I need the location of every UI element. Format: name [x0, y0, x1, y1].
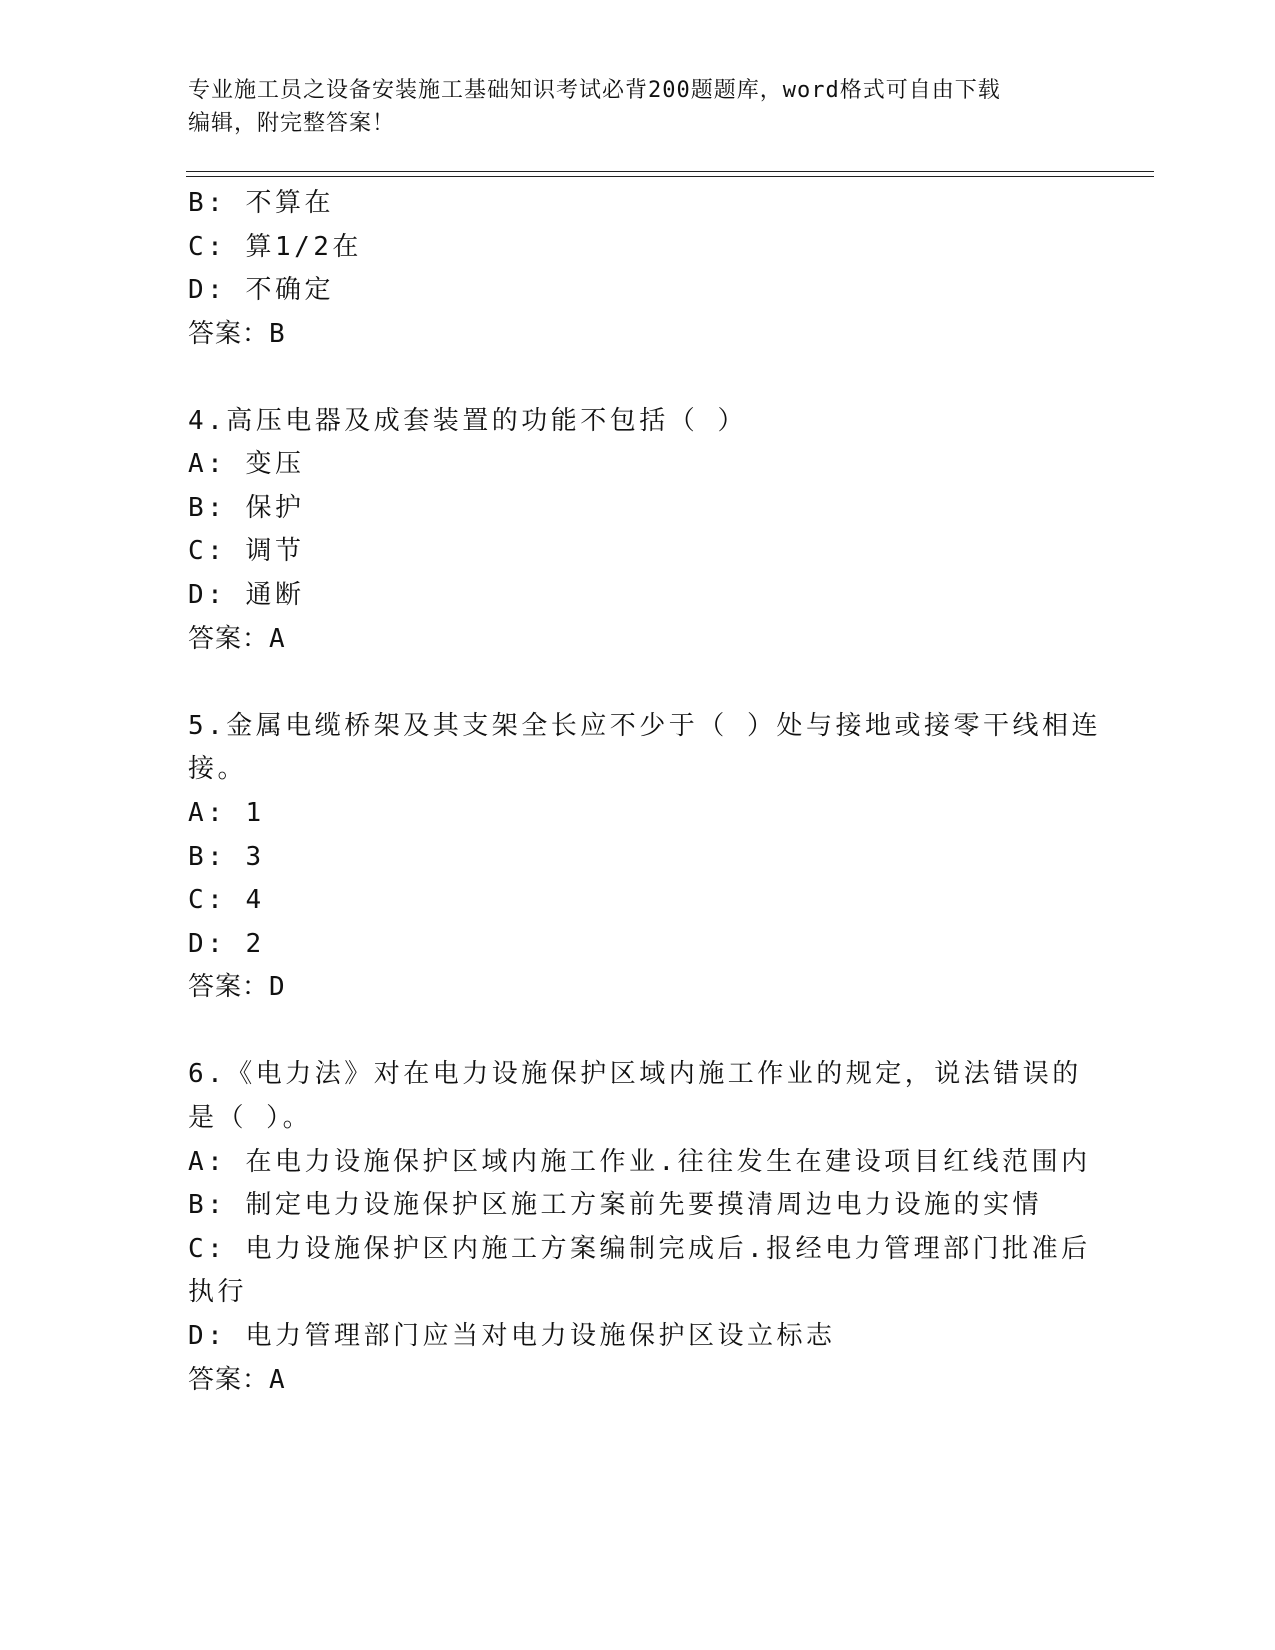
q4-stem: 4.高压电器及成套装置的功能不包括（ ）: [188, 406, 747, 436]
q4-answer: 答案：A: [188, 624, 286, 654]
q6-option-c-line2: 执行: [188, 1277, 248, 1307]
q6-answer: 答案：A: [188, 1365, 286, 1395]
q3-answer: 答案：B: [188, 319, 286, 349]
q5-option-d: D: 2: [188, 929, 265, 959]
q5-stem-line1: 5.金属电缆桥架及其支架全长应不少于（ ）处与接地或接零干线相连: [188, 711, 1101, 741]
q6-stem-line2: 是（ ）。: [188, 1103, 313, 1133]
q3-option-c: C: 算1/2在: [188, 232, 362, 262]
header-title-line1: 专业施工员之设备安装施工基础知识考试必背200题题库，word格式可自由下载: [188, 78, 1001, 103]
q4-option-c: C: 调节: [188, 536, 305, 566]
q6-option-d: D: 电力管理部门应当对电力设施保护区设立标志: [188, 1321, 836, 1351]
header-rule-top: [186, 171, 1154, 172]
q5-answer: 答案：D: [188, 972, 286, 1002]
header-rule-bottom: [186, 176, 1154, 177]
document-header: [188, 74, 1088, 140]
header-title-line2: 编辑，附完整答案！: [188, 111, 396, 136]
q6-option-c-line1: C: 电力设施保护区内施工方案编制完成后.报经电力管理部门批准后: [188, 1234, 1091, 1264]
q6-stem-line1: 6.《电力法》对在电力设施保护区域内施工作业的规定，说法错误的: [188, 1059, 1082, 1089]
q3-option-b: B: 不算在: [188, 188, 334, 218]
q5-option-a: A: 1: [188, 798, 265, 828]
q4-option-d: D: 通断: [188, 580, 305, 610]
q5-stem-line2: 接。: [188, 754, 248, 784]
q5-option-c: C: 4: [188, 885, 265, 915]
q6-option-a: A: 在电力设施保护区域内施工作业.往往发生在建设项目红线范围内: [188, 1147, 1091, 1177]
q3-option-d: D: 不确定: [188, 275, 334, 305]
q6-option-b: B: 制定电力设施保护区施工方案前先要摸清周边电力设施的实情: [188, 1190, 1042, 1220]
q4-option-b: B: 保护: [188, 493, 305, 523]
q5-option-b: B: 3: [188, 842, 265, 872]
q4-option-a: A: 变压: [188, 449, 305, 479]
